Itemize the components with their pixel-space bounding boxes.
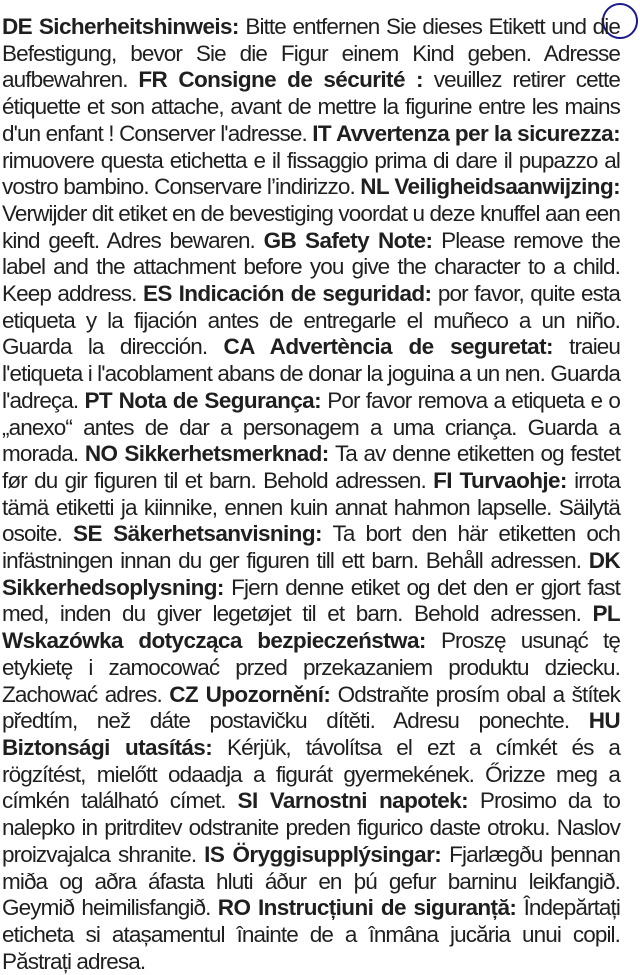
warning-text-hu: Kérjük, távolítsa el ezt a címkét és a rögzítést, mielőtt odaadja a figurát gyermekének. Őrizze meg a címkén található címet. xyxy=(2,734,620,814)
warning-text-gb: Please remove the label and the attachment before you give the character to a child. Keep address. xyxy=(2,227,620,307)
warning-heading-es: ES Indicación de seguridad: xyxy=(142,281,432,307)
warning-text-dk: Fjern denne etiket og det den er gjort fast med, inden du giver legetøjet til et barn. Behold adressen. xyxy=(2,574,620,627)
warning-heading-pl: PL Wskazówka dotycząca bezpieczeństwa: xyxy=(2,601,620,654)
warning-heading-de: DE Sicherheitshinweis: xyxy=(2,14,239,39)
warning-text-it: rimuovere questa etichetta e il fissaggio prima di dare il pupazzo al vostro bambino. Conservare l’indirizzo. xyxy=(2,147,620,200)
warning-text-is: Fjarlægðu þennan miða og aðra áfasta hluti áður en þú gefur barninu leikfangið. Geymið heimilisfangið. xyxy=(2,841,620,921)
warning-heading-hu: HU Biztonsági utasítás: xyxy=(2,708,620,760)
warning-text-ca: traieu l'etiqueta i l'acoblament abans de donar la joguina a un nen. Guarda l'adreça. xyxy=(2,334,621,413)
warning-heading-it: IT Avvertenza per la sicurezza: xyxy=(312,120,620,146)
warning-heading-dk: DK Sikkerhedsoplysning: xyxy=(2,548,620,600)
warning-heading-nl: NL Veiligheidsaanwijzing: xyxy=(360,174,620,200)
warning-text-cz: Odstraňte prosím obal a štítek předtím, než dáte postavičku dítěti. Adresu ponechte. xyxy=(2,681,620,734)
warning-text-fi: irrota tämä etiketti ja kiinnike, ennen kuin annat hahmon lapselle. Säilytä osoite. xyxy=(2,467,620,547)
warning-heading-cz: CZ Upozornění: xyxy=(169,681,331,707)
warning-text-de: Bitte entfernen Sie dieses Etikett und die Befestigung, bevor Sie die Figur einem Kind geben. Adresse aufbewahren. xyxy=(2,14,620,93)
warning-text-se: Ta bort den här etiketten och infästningen innan du ger figuren till ett barn. Behåll adressen. xyxy=(2,521,620,574)
warning-text-pt: Por favor remova a etiqueta e o „anexo“ antes de dar a personagem a uma criança. Guarda a morada. xyxy=(2,387,620,467)
warning-text-no: Ta av denne etiketten og festet før du gir figuren til et barn. Behold adressen. xyxy=(2,441,620,493)
warning-text-es: por favor, quite esta etiqueta y la fijación antes de entregarle el muñeco a un niño. Guarda la dirección. xyxy=(2,281,620,360)
warning-text-ro: Îndepărtați eticheta si atașamentul înainte de a înmâna jucăria unui copil. Păstrați adresa. xyxy=(2,895,620,974)
warning-heading-ca: CA Advertència de seguretat: xyxy=(223,334,553,360)
warning-heading-gb: GB Safety Note: xyxy=(263,227,433,253)
warning-heading-fr: FR Consigne de sécurité : xyxy=(138,67,423,93)
warning-heading-pt: PT Nota de Segurança: xyxy=(84,387,321,413)
warning-text-si: Prosimo da to nalepko in pritrditev odstranite preden figurico daste otroku. Naslov proizvajalca shranite. xyxy=(2,788,620,867)
safety-warning-text xyxy=(2,14,620,975)
warning-heading-fi: FI Turvaohje: xyxy=(433,467,567,493)
warning-text-pl: Proszę usunąć tę etykietę i zamocować przed przekazaniem produktu dziecku. Zachować adres. xyxy=(2,628,620,707)
warning-heading-se: SE Säkerhetsanvisning: xyxy=(73,521,322,547)
warning-heading-is: IS Öryggisupplýsingar: xyxy=(204,841,442,867)
warning-heading-si: SI Varnostni napotek: xyxy=(237,788,468,814)
warning-text-nl: Verwijder dit etiket en de bevestiging voordat u deze knuffel aan een kind geeft. Adres bewaren. xyxy=(2,200,620,253)
warning-heading-ro: RO Instrucțiuni de siguranță: xyxy=(217,895,517,921)
warning-text-fr: veuillez retirer cette étiquette et son attache, avant de mettre la figurine entre les mains d'un enfant ! Conserver l'adresse. xyxy=(2,67,620,146)
warning-heading-no: NO Sikkerhetsmerknad: xyxy=(84,441,329,467)
